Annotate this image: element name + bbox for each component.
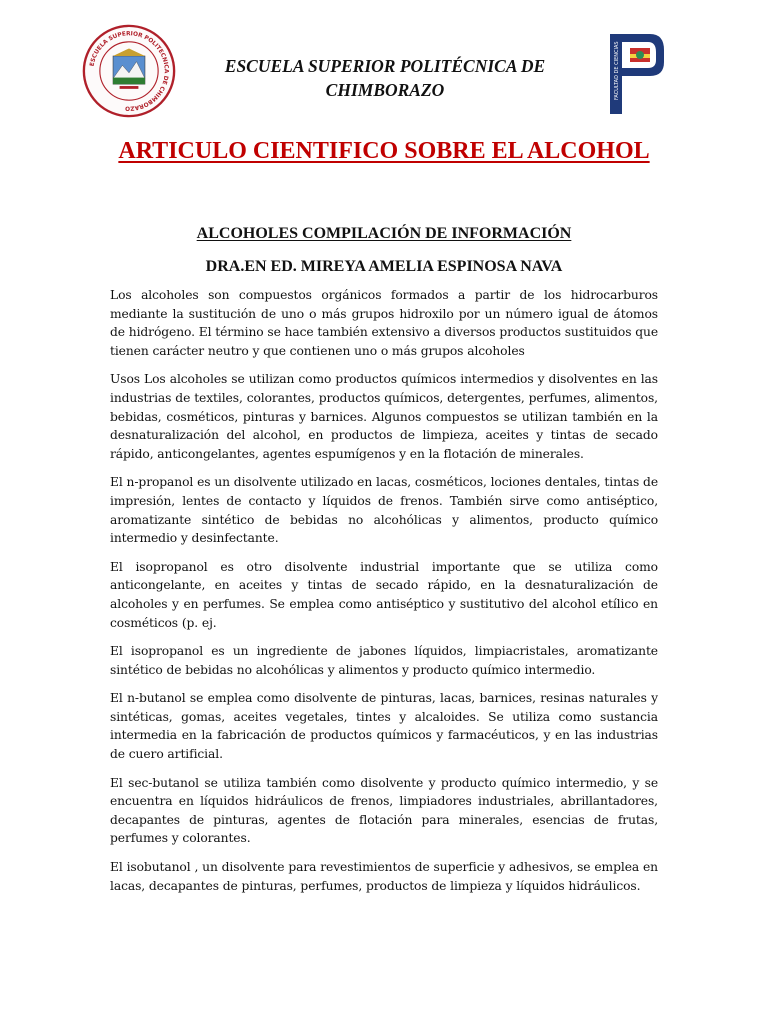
paragraph: Los alcoholes son compuestos orgánicos formados a partir de los hidrocarburos mediante la sustitución de uno o más grupos hidroxilo por un número igual de átomos de hidrógeno. El término se hace también extensivo a diversos productos sustituidos que tienen carácter neutro y que contienen uno o más grupos alcoholes	[110, 288, 658, 358]
paragraph: El isopropanol es un ingrediente de jabones líquidos, limpiacristales, aromatizante sintético de bebidas no alcohólicas y alimentos y producto químico intermedio.	[110, 644, 658, 677]
document-body	[110, 286, 658, 905]
seal-arc-text: ESCUELA SUPERIOR POLITECNICA DE CHIMBORAZO	[89, 31, 169, 111]
facultad-de-ciencias-logo-icon	[600, 28, 666, 116]
institution-name	[195, 54, 575, 102]
paragraph: El sec-butanol se utiliza también como disolvente y producto químico intermedio, y se encuentra en líquidos hidráulicos de frenos, limpiadores industriales, abrillantadores, decapantes de pinturas, agentes de flotación para minerales, esencias de frutas, perfumes y colorantes.	[110, 775, 658, 846]
document-title: ARTICULO CIENTIFICO SOBRE EL ALCOHOL	[118, 138, 650, 164]
paragraph: El n-butanol se emplea como disolvente de pinturas, lacas, barnices, resinas naturales y sintéticas, gomas, aceites vegetales, tintes y alcaloides. Se utiliza como sustancia intermedia en la fabricación de productos químicos y farmacéuticos, y en las industrias de cuero artificial.	[110, 691, 658, 762]
paragraph: El isopropanol es otro disolvente industrial importante que se utiliza como anticongelante, en aceites y tintas de secado rápido, en la desnaturalización de alcoholes y en perfumes. Se emplea como antiséptico y sustitutivo del alcohol etílico en cosméticos (p. ej.	[110, 559, 658, 630]
author-name: DRA.EN ED. MIREYA AMELIA ESPINOSA NAVA	[205, 258, 563, 275]
document-header	[0, 20, 768, 120]
espoch-seal-icon	[82, 24, 176, 118]
paragraph: Usos Los alcoholes se utilizan como productos químicos intermedios y disolventes en las industrias de textiles, colorantes, productos químicos, detergentes, perfumes, alimentos, bebidas, cosméticos, pinturas y barnices. Algunos compuestos se utilizan también en la desnaturalización del alcohol, en productos de limpieza, aceites y tintas de secado rápido, anticongelantes, agentes espumígenos y en la flotación de minerales.	[110, 372, 658, 461]
paragraph: El isobutanol , un disolvente para revestimientos de superficie y adhesivos, se emplea en lacas, decapantes de pinturas, perfumes, productos de limpieza y líquidos hidráulicos.	[110, 860, 658, 893]
institution-line-1: ESCUELA SUPERIOR POLITÉCNICA DE	[224, 56, 546, 76]
document-subtitle: ALCOHOLES COMPILACIÓN DE INFORMACIÓN	[196, 225, 572, 242]
institution-line-2: CHIMBORAZO	[325, 80, 445, 100]
faculty-logo-text: FACULTAD DE CIENCIAS	[614, 41, 620, 100]
paragraph: El n-propanol es un disolvente utilizado en lacas, cosméticos, lociones dentales, tintas de impresión, lentes de contacto y líquidos de frenos. También sirve como antiséptico, aromatizante sintético de bebidas no alcohólicas y alimentos, producto químico intermedio y desinfectante.	[110, 475, 658, 546]
